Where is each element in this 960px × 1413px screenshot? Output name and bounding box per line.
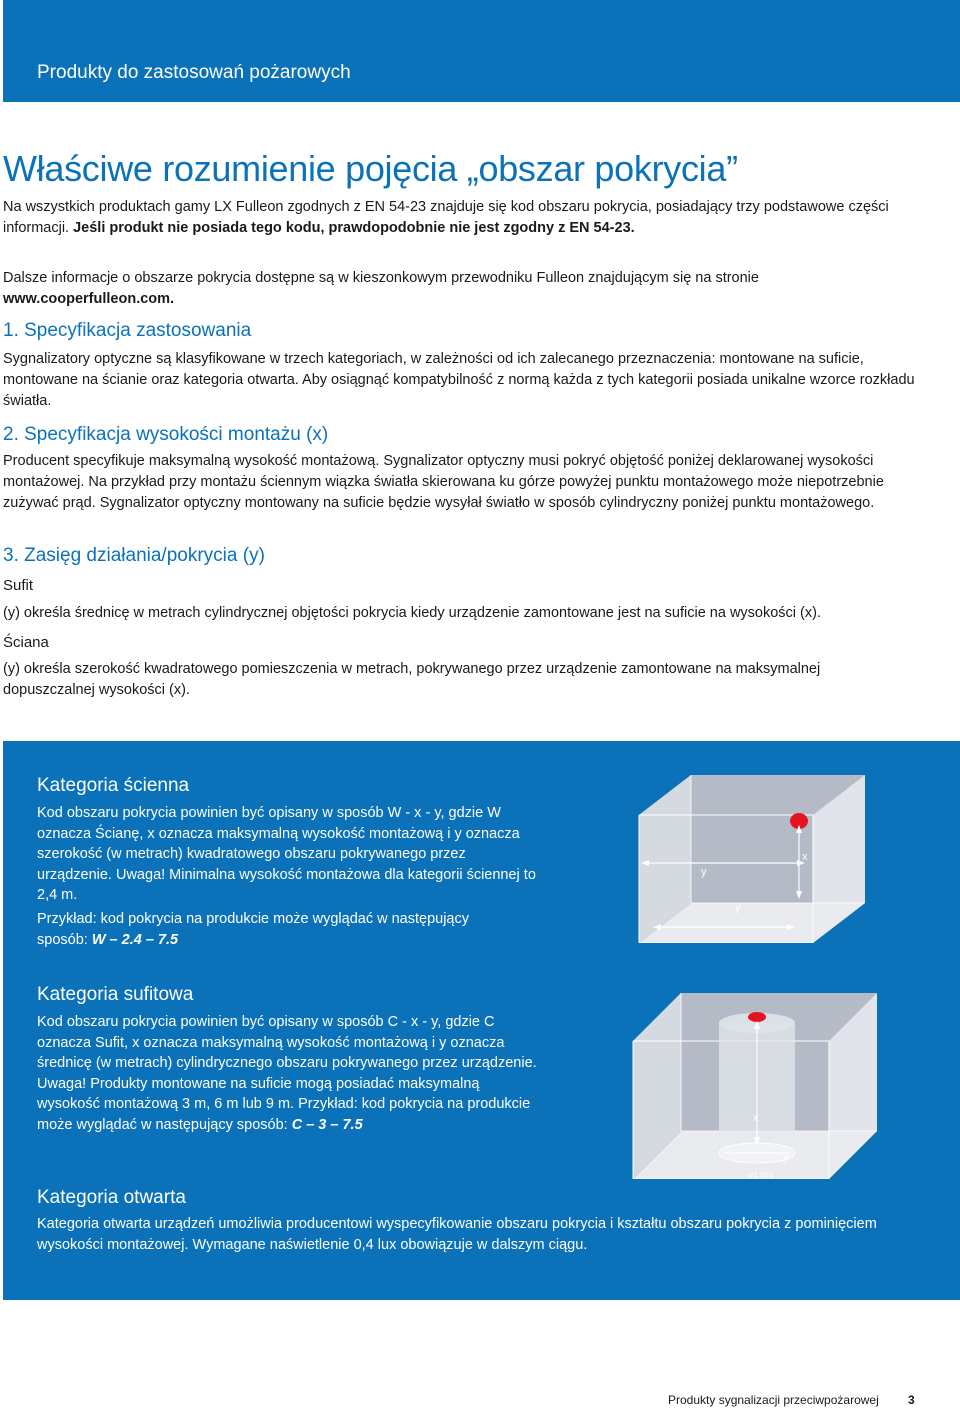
intro-text: Na wszystkich produktach gamy LX Fulleon zgodnych z EN 54-23 znajduje się kod obszaru pokrycia, posiadający trzy podstawowe części informacji. [3, 199, 889, 236]
section1-title: 1. Specyfikacja zastosowania [3, 320, 252, 341]
wall-category-example [37, 909, 477, 950]
ceiling-category-text [37, 1012, 537, 1135]
ceiling-label-x: x [753, 1112, 759, 1124]
wall-text: (y) określa szerokość kwadratowego pomieszczenia w metrach, pokrywanego przez urządzenie zamontowane na maksymalnej dopuszczalnej wysokości (x). [3, 661, 821, 698]
wall-label-y2: y [735, 902, 741, 914]
wall-example-intro: Przykład: kod pokrycia na produkcie może wyglądać w następujący sposób: [37, 911, 469, 948]
wall-example-code: W – 2.4 – 7.5 [91, 931, 179, 948]
ceiling-diagram [621, 993, 881, 1179]
wall-label-x: x [802, 851, 808, 863]
ceiling-category-body: Kod obszaru pokrycia powinien być opisany w sposób C - x - y, gdzie C oznacza Sufit, x oznacza maksymalną wysokość montażową i y oznacza średnicę (w metrach) cylindrycznego obszaru pokrywanego przez urządzenie. Uwaga! Produkty montowane na suficie mogą posiadać maksymalną wysokość montażową 3 m, 6 m lub 9 m. Przykład: kod pokrycia na produkcie może wyglądać w następujący sposób: [37, 1014, 537, 1133]
more-info-paragraph [3, 268, 933, 310]
wall-category-title: Kategoria ścienna [37, 775, 190, 796]
intro-warning: Jeśli produkt nie posiada tego kodu, prawdopodobnie nie jest zgodny z EN 54-23. [73, 220, 635, 236]
ceiling-text: (y) określa średnicę w metrach cylindrycznej objętości pokrycia kiedy urządzenie zamontowane jest na suficie na wysokości (x). [3, 605, 821, 621]
header-title: Produkty do zastosowań pożarowych [37, 62, 351, 83]
section2-title: 2. Specyfikacja wysokości montażu (x) [3, 424, 329, 445]
ceiling-category-title: Kategoria sufitowa [37, 984, 194, 1005]
wall-label: Ściana [3, 634, 49, 651]
footer-title: Produkty sygnalizacji przeciwpożarowej [668, 1393, 879, 1407]
categories-box [3, 741, 960, 1300]
section2-text: Producent specyfikuje maksymalną wysokość montażową. Sygnalizator optyczny musi pokryć objętość poniżej deklarowanej wysokości montażowej. Na przykład przy montażu ściennym wiązka światła skierowana ku górze powyżej punktu montażowego może niepotrzebnie zużywać prąd. Sygnalizator optyczny montowany na suficie będzie wysyłał światło w sposób cylindryczny poniżej punktu montażowego. [3, 453, 884, 511]
intro-paragraph [3, 197, 903, 239]
section1-text: Sygnalizatory optyczne są klasyfikowane w trzech kategoriach, w zależności od ich zalecanego przeznaczenia: montowane na suficie, montowane na ścianie oraz kategoria otwarta. Aby osiągnąć kompatybilność z normą każda z tych kategorii posiada unikalne wzorce rozkładu światła. [3, 351, 915, 409]
ceiling-sounder-device [748, 1012, 766, 1022]
open-category-title: Kategoria otwarta [37, 1187, 186, 1208]
ceiling-label-ratio: y/1.414 [747, 1171, 774, 1179]
wall-diagram [629, 775, 869, 943]
ceiling-label: Sufit [3, 577, 34, 594]
page-title: Właściwe rozumienie pojęcia „obszar pokrycia” [3, 148, 738, 189]
more-info-text: Dalsze informacje o obszarze pokrycia dostępne są w kieszonkowym przewodniku Fulleon znajdującym się na stronie [3, 270, 759, 286]
wall-label-y1: y [701, 866, 707, 878]
open-category-text: Kategoria otwarta urządzeń umożliwia producentowi wyspecyfikowanie obszaru pokrycia i kształtu obszaru pokrycia z pominięciem wysokości montażowej. Wymagane naświetlenie 0,4 lux obowiązuje w dalszym ciągu. [37, 1216, 877, 1253]
ceiling-label-y: y [783, 1152, 789, 1164]
page-number: 3 [908, 1393, 915, 1407]
website-link[interactable]: www.cooperfulleon.com. [3, 291, 175, 307]
ceiling-example-code: C – 3 – 7.5 [291, 1116, 363, 1133]
wall-category-text: Kod obszaru pokrycia powinien być opisany w sposób W - x - y, gdzie W oznacza Ścianę, x oznacza maksymalną wysokość montażową i y oznacza szerokość (w metrach) kwadratowego obszaru pokrywanego przez urządzenie. Uwaga! Minimalna wysokość montażowa dla kategorii ściennej to 2,4 m. [37, 805, 536, 903]
header-band [3, 0, 960, 102]
section3-title: 3. Zasięg działania/pokrycia (y) [3, 545, 265, 566]
